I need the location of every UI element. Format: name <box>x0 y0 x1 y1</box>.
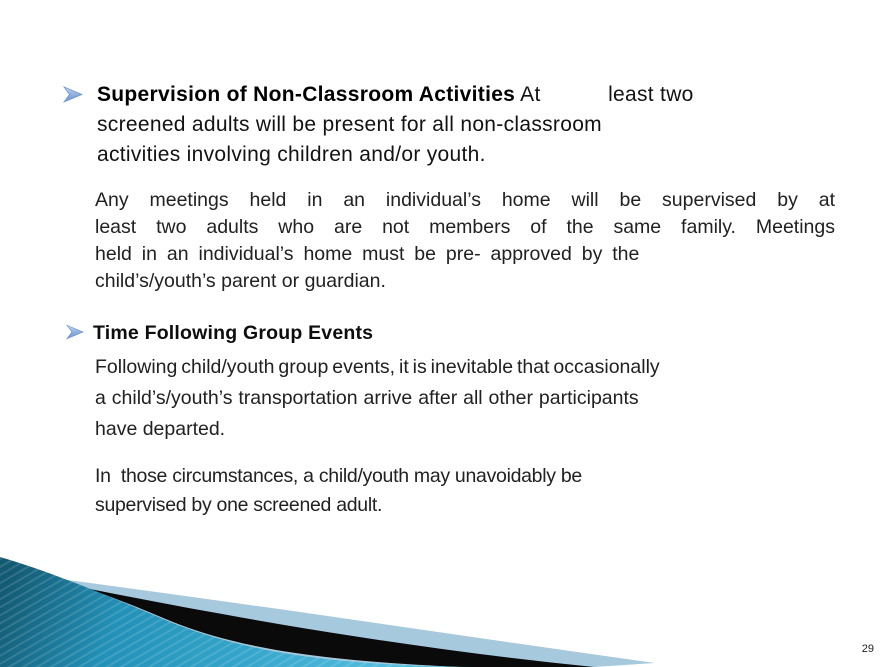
text-line: Any meetings held in an individual’s home will be supervised by at <box>95 189 835 211</box>
text-line: Following child/youth group events, it is inevitable that occasionally <box>95 356 660 378</box>
bullet-item-supervision <box>63 80 853 170</box>
heading-line: activities involving children and/or youth. <box>97 143 486 166</box>
text-line: held in an individual’s home must be pre- approved by the <box>95 243 640 265</box>
text-line: have departed. <box>95 418 226 440</box>
arrow-bullet-icon <box>66 324 84 345</box>
heading-tail-text: At least two <box>515 83 694 106</box>
bullet1-paragraph <box>95 187 835 295</box>
heading-line <box>97 80 694 110</box>
arrow-bullet-icon <box>63 86 83 108</box>
text-line: least two adults who are not members of the same family. Meetings <box>95 216 835 238</box>
bullet2-paragraph-2 <box>95 462 795 519</box>
page-number: 29 <box>861 643 874 655</box>
heading-line: screened adults will be present for all non-classroom <box>97 113 602 136</box>
text-line: supervised by one screened adult. <box>95 493 383 516</box>
bullet-item-time-following <box>66 321 373 345</box>
bullet2-heading: Time Following Group Events <box>93 322 374 344</box>
bullet1-heading <box>97 80 694 170</box>
swoosh-lightblue-shape <box>36 576 655 667</box>
text-line: a child’s/youth’s transportation arrive after all other participants <box>95 387 639 409</box>
text-line: In those circumstances, a child/youth may unavoidably be <box>95 465 582 487</box>
swoosh-black-shape <box>36 578 594 667</box>
text-line: child’s/youth’s parent or guardian. <box>95 270 386 292</box>
bullet2-paragraph-1 <box>95 352 835 445</box>
heading-bold-text: Supervision of Non-Classroom Activities <box>97 83 516 106</box>
swoosh-teal-shape <box>0 557 470 667</box>
